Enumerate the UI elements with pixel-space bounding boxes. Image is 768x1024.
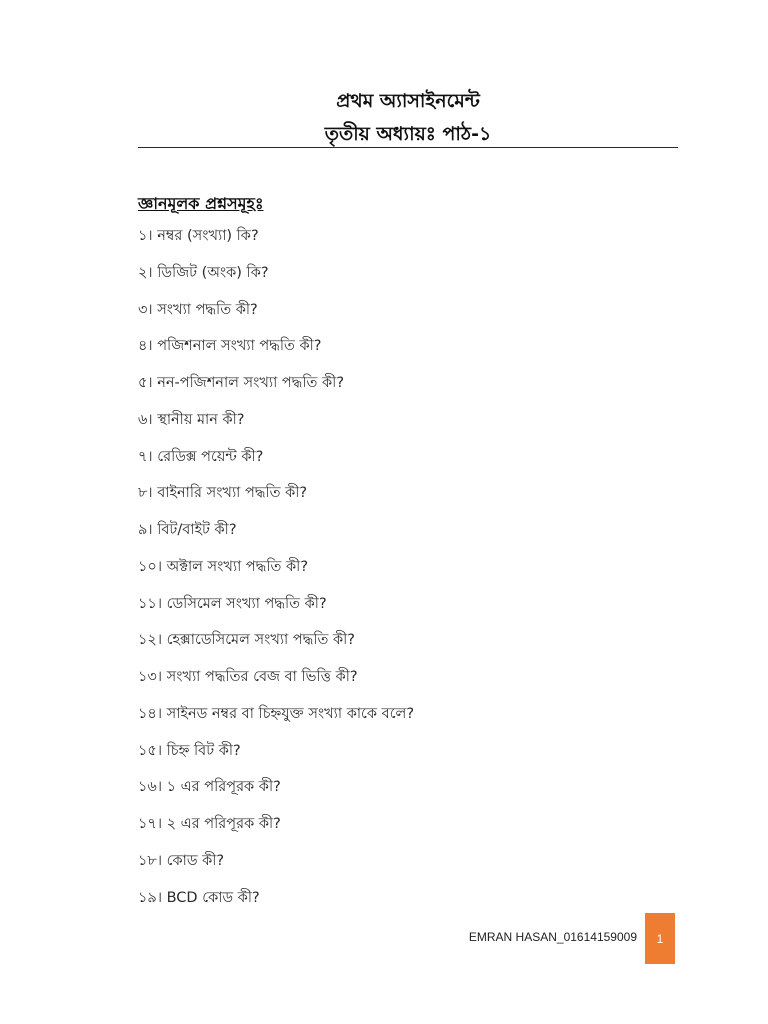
question-item: ১০। অক্টাল সংখ্যা পদ্ধতি কী?: [138, 558, 309, 575]
question-item: ১৮। কোড কী?: [138, 852, 225, 869]
page-number-badge: [645, 913, 675, 964]
question-list: [138, 225, 414, 923]
page-number: 1: [656, 931, 664, 946]
question-item: ১৭। ২ এর পরিপূরক কী?: [138, 816, 281, 832]
question-item: ১২। হেক্সাডেসিমেল সংখ্যা পদ্ধতি কী?: [138, 632, 355, 649]
header-divider: [138, 147, 678, 148]
question-item: ১৬। ১ এর পরিপূরক কী?: [138, 779, 281, 796]
question-item: ৩। সংখ্যা পদ্ধতি কী?: [138, 301, 258, 318]
question-item: ১৫। চিহ্ন বিট কী?: [138, 742, 241, 759]
page-title: প্রথম অ্যাসাইনমেন্ট: [336, 90, 480, 112]
section-heading: জ্ঞানমূলক প্রশ্নসমূহঃ: [138, 194, 264, 213]
question-item: ১১। ডেসিমেল সংখ্যা পদ্ধতি কী?: [138, 595, 327, 612]
question-item: ১৪। সাইনড নম্বর বা চিহ্নযুক্ত সংখ্যা কাকে বলে?: [138, 705, 415, 722]
page-subtitle: তৃতীয় অধ্যায়ঃ পাঠ-১: [324, 123, 492, 145]
question-item: ৪। পজিশনাল সংখ্যা পদ্ধতি কী?: [138, 338, 322, 355]
question-item: ৬। স্থানীয় মান কী?: [138, 411, 245, 428]
question-item: ২। ডিজিট (অংক) কি?: [138, 264, 269, 281]
footer-author: EMRAN HASAN_01614159009: [468, 930, 637, 944]
question-item: ৯। বিট/বাইট কী?: [138, 522, 237, 538]
question-item: ৭। রেডিক্স পয়েন্ট কী?: [138, 448, 264, 465]
question-item: ১৩। সংখ্যা পদ্ধতির বেজ বা ভিত্তি কী?: [138, 669, 358, 685]
question-item: ৫। নন-পজিশনাল সংখ্যা পদ্ধতি কী?: [138, 375, 345, 391]
question-item: ১। নম্বর (সংখ্যা) কি?: [138, 228, 259, 244]
question-item: ১৯। BCD কোড কী?: [138, 889, 260, 906]
question-item: ৮। বাইনারি সংখ্যা পদ্ধতি কী?: [138, 485, 308, 502]
